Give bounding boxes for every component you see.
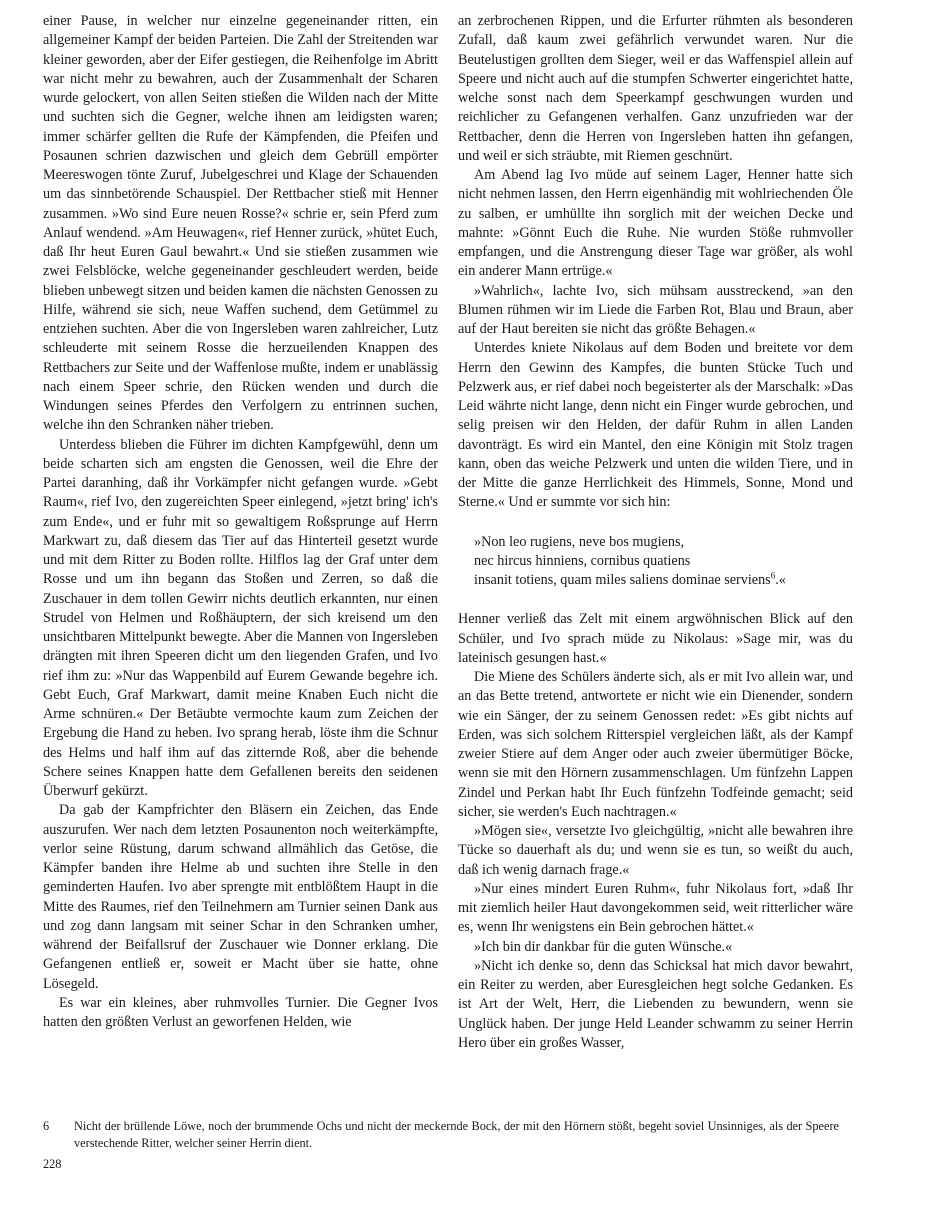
footnote [43, 1118, 839, 1152]
verse-line: nec hircus hinniens, cornibus quatiens [474, 552, 691, 569]
page-number: 228 [43, 1157, 62, 1171]
paragraph: »Nicht ich denke so, denn das Schicksal hat mich davor bewahrt, ein Reiter zu werden, aber Euresgleichen hegt solche Gedanken. Es ist Art der Welt, Herr, die Liebenden zu bewundern, wenn sie Unglück haben. Der junge Held Leander schwamm zu seiner Herrin Hero über ein großes Wasser, [458, 957, 853, 1051]
left-column [43, 12, 438, 1032]
paragraph: Am Abend lag Ivo müde auf seinem Lager, Henner hatte sich nicht nehmen lassen, den Herrn eigenhändig mit wohlriechenden Öle zu salben, er umhüllte ihn sorglich mit der weichen Decke und mahnte: »Gönnt Euch die Ruhe. Nie wurden Stöße ruhmvoller empfangen, und die Anstrengung dieser Tage war größer, als wohl ein anderer Mann ertrüge.« [458, 167, 853, 280]
paragraph: einer Pause, in welcher nur einzelne gegeneinander ritten, ein allgemeiner Kampf der beiden Parteien. Die Zahl der Streitenden war kleiner geworden, aber der Eifer gestiegen, die Reihenfolge im Abritt war nicht mehr zu bewahren, auch der Zusammenhalt der Scharen wurde gelockert, von allen Seiten stießen die Wilden nach der Mitte und suchten sich die Gegner, welche ihnen am leidigsten waren; immer schärfer gellten die Rufe der Kämpfenden, die Pfeifen und Posaunen schrien dazwischen und gleich dem Gebrüll empörter Meereswogen tönte Zuruf, Jubelgeschrei und Klage der Schauenden um das sinnbetörende Schauspiel. Der Rettbacher stieß mit Henner zusammen. »Wo sind Eure neuen Rosse?« schrie er, sein Pferd zum Anlauf wendend. »Am Heuwagen«, rief Henner zurück, »hütet Euch, daß Ihr heut Euren Gaul bewahrt.« Und sie stießen zusammen wie zwei Felsblöcke, welche gegeneinander geschleudert werden, beide blieben unbewegt sitzen und beiden kamen die nächsten Genossen zu Hilfe, während sie sich, neue Waffen suchend, dem Getümmel zu entziehen suchten. Aber die von Ingersleben waren zahlreicher, Lutz schleuderte mit seinem Rosse die herzueilenden Knappen des Rettbachers zur Seite und der Waffenlose mußte, indem er unablässig nach einem Speer schrie, den Rücken wenden und durch die Windungen seines Pferdes den Verfolgern zu entrinnen suchen, welche ihn den Schranken näher trieben. [43, 13, 438, 434]
verse-line-text: insanit totiens, quam miles saliens dominae serviens [474, 572, 771, 588]
paragraph: »Nur eines mindert Euren Ruhm«, fuhr Nikolaus fort, »daß Ihr mit ziemlich heiler Haut davongekommen seid, weit ritterlicher wäre es, wenn Ihr wenigstens ein Bein gebrochen hättet.« [458, 880, 853, 936]
paragraph: Da gab der Kampfrichter den Bläsern ein Zeichen, das Ende auszurufen. Wer nach dem letzten Posaunenton noch weiterkämpfte, verlor seine Rüstung, darum schwand allmählich das Getöse, die Kämpfer banden ihre Helme ab und suchten ihre Stelle in den geminderten Haufen. Ivo aber sprengte mit entblößtem Haupt in die Mitte des Raumes, rief den Teilnehmern am Turnier seinen Dank aus und zog dann langsam mit seiner Schar in den Schranken umher, während der Beifallsruf der Zuschauer wie Donner erklang. Die Gefangenen entließ er, soweit er Macht über sie hatte, ohne Lösegeld. [43, 802, 438, 992]
paragraph: Die Miene des Schülers änderte sich, als er mit Ivo allein war, und an das Bette tretend, antwortete er nicht wie ein Dienender, sondern wie ein Sänger, der zu seinem Genossen redet: »Es gibt nichts auf Erden, was sich solchem Ritterspiel vergleichen läßt, als der Kampf zweier Stiere auf dem Anger oder auch zweier übermütiger Böcke, wenn sie mit den Hörnern zusammenschlagen. Um fünfzehn Lappen Zindel und Perkan habt Ihr Euch fünfzehn Todfeinde gemacht; seid sicher, sie werden's Euch nachtragen.« [458, 669, 853, 820]
paragraph: Unterdes kniete Nikolaus auf dem Boden und breitete vor dem Herrn den Gewinn des Kampfes, die bunten Stücke Tuch und Pelzwerk aus, er rief dabei noch begeisterter als der Marschalk: »Das Leid währte nicht lange, denn nicht ein Finger wurde gebrochen, und selig preisen wir den Helden, der dafür Ruhm in allen Landen davonträgt. Es wird ein Mantel, den eine Königin mit Stolz tragen kann, oben das weiche Pelzwerk und unten die wilden Tiere, und in der Mitte die ganze Herrlichkeit des Himmels, Sonne, Mond und Sterne.« Und er summte vor sich hin: [458, 340, 853, 511]
paragraph: »Ich bin dir dankbar für die guten Wünsche.« [474, 938, 733, 955]
paragraph: Henner verließ das Zelt mit einem argwöhnischen Blick auf den Schüler, und Ivo sprach müde zu Nikolaus: »Sage mir, was du lateinisch gesungen hast.« [458, 611, 853, 666]
verse-line-end: .« [775, 572, 786, 588]
paragraph: an zerbrochenen Rippen, und die Erfurter rühmten als besonderen Zufall, daß kaum zwei gefährlich verwundet waren. Nur die Beutelustigen grollten dem Sieger, weil er das Waffenspiel allein auf Speere und nicht auch auf die stumpfen Schwerter eingerichtet hatte, welche sonst nach dem Speerkampf geschwungen wurden und reichlicher zu Gefangenen verhalfen. Ganz unzufrieden war der Rettbacher, denn die Herren von Ingersleben hatten ihn gefangen, und weil er sich sträubte, mit Riemen geschnürt. [458, 13, 853, 164]
paragraph: Es war ein kleines, aber ruhmvolles Turnier. Die Gegner Ivos hatten den größten Verlust an geworfenen Helden, wie [43, 994, 438, 1030]
verse-line: »Non leo rugiens, neve bos mugiens, [474, 533, 685, 550]
footnote-number: 6 [43, 1119, 50, 1133]
paragraph: »Wahrlich«, lachte Ivo, sich mühsam ausstreckend, »an den Blumen rühmen wir im Liede die Farben Rot, Blau und Braun, aber auf der Haut bereiten sie nicht das größte Behagen.« [458, 282, 853, 337]
paragraph: »Mögen sie«, versetzte Ivo gleichgültig, »nicht alle bewahren ihre Tücke so dauerhaft als du; und wenn sie es tun, so weißt du auch, daß ich wenig darnach frage.« [458, 823, 853, 878]
footnote-text: Nicht der brüllende Löwe, noch der brummende Ochs und nicht der meckernde Bock, der mit den Hörnern stößt, begeht soviel Unsinniges, als der Speere verstechende Ritter, welcher seiner Herrin dient. [74, 1119, 839, 1150]
latin-verse [474, 533, 853, 591]
right-column [458, 12, 853, 1053]
paragraph: Unterdess blieben die Führer im dichten Kampfgewühl, denn um beide scharten sich am engsten die Genossen, weil die Ehre der Partei daranhing, daß ihr Vorkämpfer nicht gefangen wurde. »Gebt Raum«, rief Ivo, den zugereichten Speer einlegend, »jetzt bring' ich's zum Ende«, und er fuhr mit so gewaltigem Roßsprunge auf Herrn Markwart zu, daß diesem das Tier auf das Hinterteil gesetzt wurde und mit dem Ritter zu Boden rollte. Hilflos lag der Graf unter dem Rosse und um ihn begann das Stoßen und Zerren, so daß die Zuschauer in dem tollen Gewirr nichts deutlich erkannten, nur einen Strudel von Helmen und Roßhäuptern, der sich kreisend um den unsichtbaren Mittelpunkt bewegte. Aber die Mannen von Ingersleben drängten mit ihren Speeren dicht um den liegenden Grafen, und Ivo rief ihm zu: »Nur das Wappenbild auf Eurem Gewande begehre ich. Gebt Euch, Graf Markwart, damit meine Knaben Euch nicht die Arme schnüren.« Der Betäubte vermochte kaum zum Zeichen der Ergebung die Hand zu heben. Ivo sprang herab, löste ihm die Schnur des Helms und half ihm auf das zitternde Roß, aber die behende Schere seines Knappen hatte dem Gefallenen bereits den seidenen Überwurf gekürzt. [43, 436, 438, 799]
verse-line [474, 571, 853, 590]
footnote-reference[interactable]: 6 [770, 570, 776, 581]
